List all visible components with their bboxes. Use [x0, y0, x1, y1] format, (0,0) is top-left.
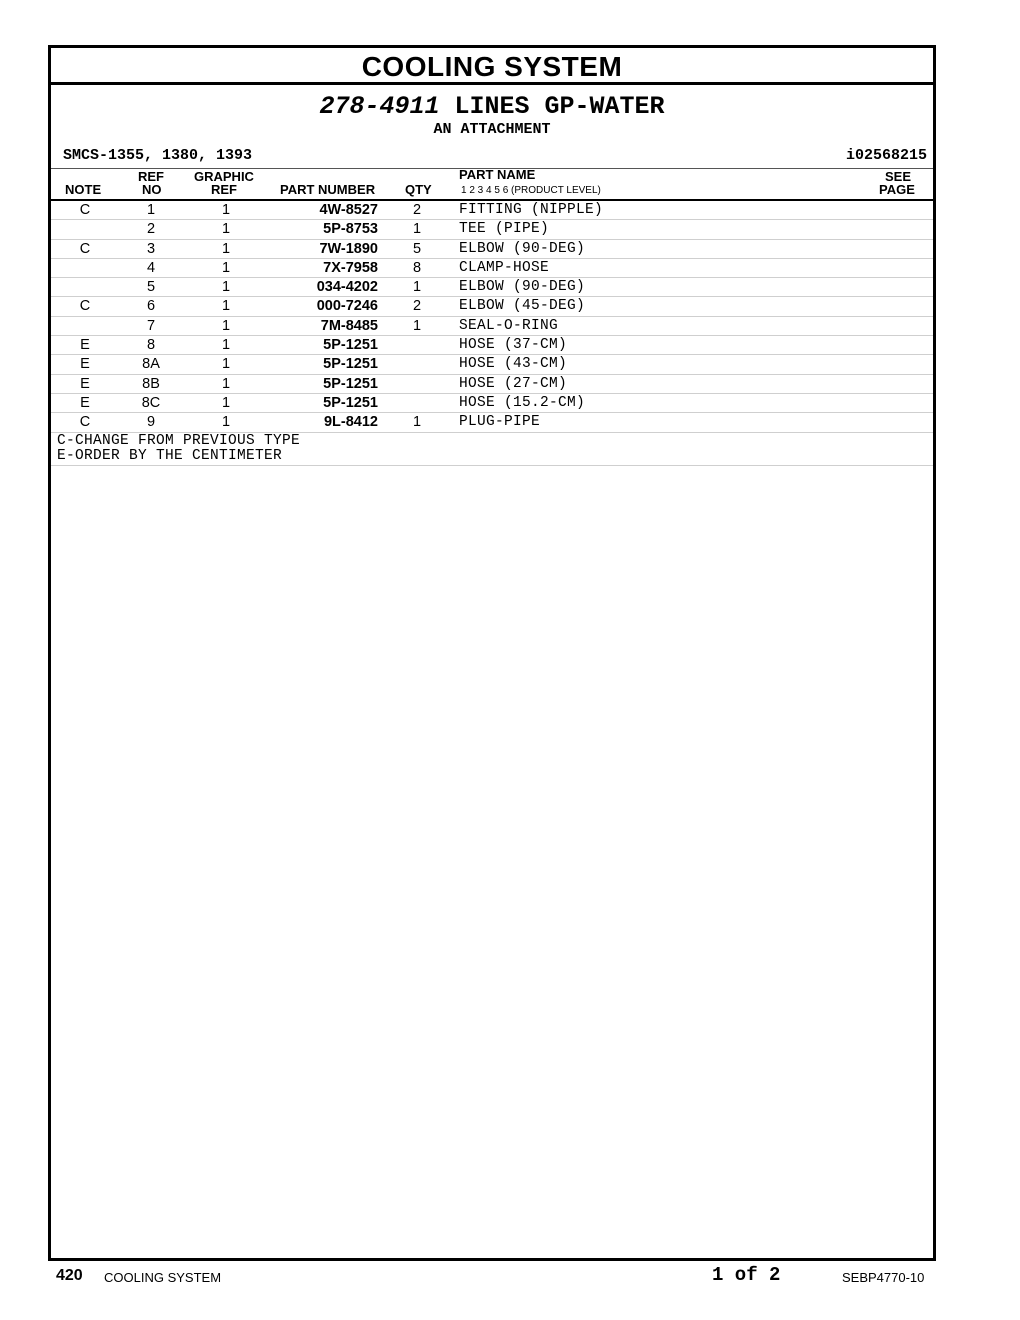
cell-note: C: [79, 298, 91, 315]
cell-qty: 2: [412, 298, 422, 315]
cell-qty: 1: [412, 279, 422, 296]
table-row: [51, 336, 933, 355]
cell-part-name: TEE (PIPE): [459, 221, 550, 238]
cell-note: E: [80, 394, 90, 411]
group-title: [51, 93, 933, 121]
cell-part-number: 5P-8753: [323, 221, 378, 238]
note-line: C-CHANGE FROM PREVIOUS TYPE: [57, 432, 301, 449]
cell-ref-no: 2: [146, 221, 156, 238]
cell-graphic-ref: 1: [221, 279, 231, 296]
cell-part-name: ELBOW (90-DEG): [459, 240, 586, 257]
cell-graphic-ref: 1: [221, 394, 231, 411]
cell-ref-no: 5: [146, 279, 156, 296]
cell-graphic-ref: 1: [221, 375, 231, 392]
header-ref-bottom: NO: [142, 182, 162, 197]
table-row: [51, 317, 933, 336]
cell-part-number: 034-4202: [316, 279, 378, 296]
table-row: [51, 375, 933, 394]
cell-part-number: 5P-1251: [323, 337, 378, 354]
header-see-bottom: PAGE: [879, 182, 915, 197]
cell-part-name: SEAL-O-RING: [459, 317, 559, 334]
cell-ref-no: 7: [146, 317, 156, 334]
cell-part-name: HOSE (27-CM): [459, 375, 568, 392]
cell-ref-no: 8B: [142, 375, 160, 392]
cell-part-number: 9L-8412: [323, 414, 378, 431]
header-part-number: PART NUMBER: [280, 182, 376, 197]
table-row: [51, 220, 933, 239]
header-graphic-bottom: REF: [211, 182, 237, 197]
cell-part-number: 7X-7958: [323, 259, 378, 276]
cell-graphic-ref: 1: [221, 298, 231, 315]
table-row: [51, 297, 933, 316]
cell-note: C: [79, 240, 91, 257]
cell-part-name: ELBOW (45-DEG): [459, 298, 586, 315]
cell-note: E: [80, 337, 90, 354]
cell-part-name: PLUG-PIPE: [459, 414, 541, 431]
footer-page-of: 1 of 2: [712, 1264, 781, 1286]
note-line: E-ORDER BY THE CENTIMETER: [57, 447, 283, 464]
footer-document-id: SEBP4770-10: [842, 1270, 925, 1285]
cell-ref-no: 6: [146, 298, 156, 315]
cell-ref-no: 8A: [142, 356, 160, 373]
cell-ref-no: 1: [146, 202, 156, 218]
cell-qty: 8: [412, 259, 422, 276]
group-subtitle: AN ATTACHMENT: [433, 121, 551, 138]
table-row: [51, 278, 933, 297]
cell-graphic-ref: 1: [221, 202, 231, 218]
cell-graphic-ref: 1: [221, 356, 231, 373]
cell-ref-no: 8: [146, 337, 156, 354]
cell-part-number: 5P-1251: [323, 356, 378, 373]
cell-qty: 5: [412, 240, 422, 257]
cell-part-number: 5P-1251: [323, 375, 378, 392]
cell-graphic-ref: 1: [221, 337, 231, 354]
smcs-codes: SMCS-1355, 1380, 1393: [63, 147, 253, 164]
cell-part-name: HOSE (15.2-CM): [459, 394, 586, 411]
cell-part-number: 5P-1251: [323, 394, 378, 411]
cell-note: E: [80, 356, 90, 373]
cell-ref-no: 4: [146, 259, 156, 276]
header-note: NOTE: [65, 182, 102, 197]
table-row: [51, 201, 933, 220]
footer-section-name: COOLING SYSTEM: [104, 1270, 222, 1285]
cell-part-name: ELBOW (90-DEG): [459, 279, 586, 296]
table-row: [51, 240, 933, 259]
cell-graphic-ref: 1: [221, 414, 231, 431]
cell-ref-no: 8C: [141, 394, 161, 411]
cell-ref-no: 3: [146, 240, 156, 257]
cell-note: E: [80, 375, 90, 392]
table-row: [51, 413, 933, 432]
notes-legend: [51, 433, 933, 466]
header-part-name: PART NAME: [459, 167, 536, 182]
cell-graphic-ref: 1: [221, 259, 231, 276]
page-footer: [0, 1264, 1020, 1288]
cell-qty: 2: [412, 202, 422, 218]
footer-page-number: 420: [56, 1267, 83, 1284]
cell-part-number: 000-7246: [316, 298, 378, 315]
section-title: COOLING SYSTEM: [51, 48, 933, 85]
cell-note: C: [79, 414, 91, 431]
cell-graphic-ref: 1: [221, 221, 231, 238]
cell-note: C: [79, 202, 91, 218]
cell-ref-no: 9: [146, 414, 156, 431]
table-row: [51, 394, 933, 413]
cell-qty: 1: [412, 414, 422, 431]
header-see-top: SEE: [885, 169, 912, 184]
cell-part-number: 7M-8485: [320, 317, 378, 334]
parts-table-body: [51, 201, 933, 433]
parts-page-frame: [48, 45, 936, 1261]
cell-qty: 1: [412, 221, 422, 238]
cell-part-number: 4W-8527: [319, 202, 378, 218]
header-graphic-top: GRAPHIC: [194, 169, 254, 184]
table-header: [51, 168, 933, 201]
header-ref-top: REF: [138, 169, 164, 184]
illustration-id: i02568215: [845, 147, 927, 164]
cell-graphic-ref: 1: [221, 240, 231, 257]
group-header: [51, 85, 933, 138]
cell-part-name: HOSE (43-CM): [459, 356, 568, 373]
cell-part-name: FITTING (NIPPLE): [459, 202, 604, 218]
group-name: LINES GP-WATER: [454, 92, 665, 121]
cell-graphic-ref: 1: [221, 317, 231, 334]
header-product-levels: 1 2 3 4 5 6 (PRODUCT LEVEL): [461, 185, 601, 196]
cell-part-name: CLAMP-HOSE: [459, 259, 550, 276]
table-row: [51, 259, 933, 278]
group-number: 278-4911: [319, 92, 440, 121]
cell-part-name: HOSE (37-CM): [459, 337, 568, 354]
header-qty: QTY: [405, 182, 432, 197]
cell-qty: 1: [412, 317, 422, 334]
table-row: [51, 355, 933, 374]
smcs-row: [51, 146, 933, 168]
cell-part-number: 7W-1890: [319, 240, 378, 257]
